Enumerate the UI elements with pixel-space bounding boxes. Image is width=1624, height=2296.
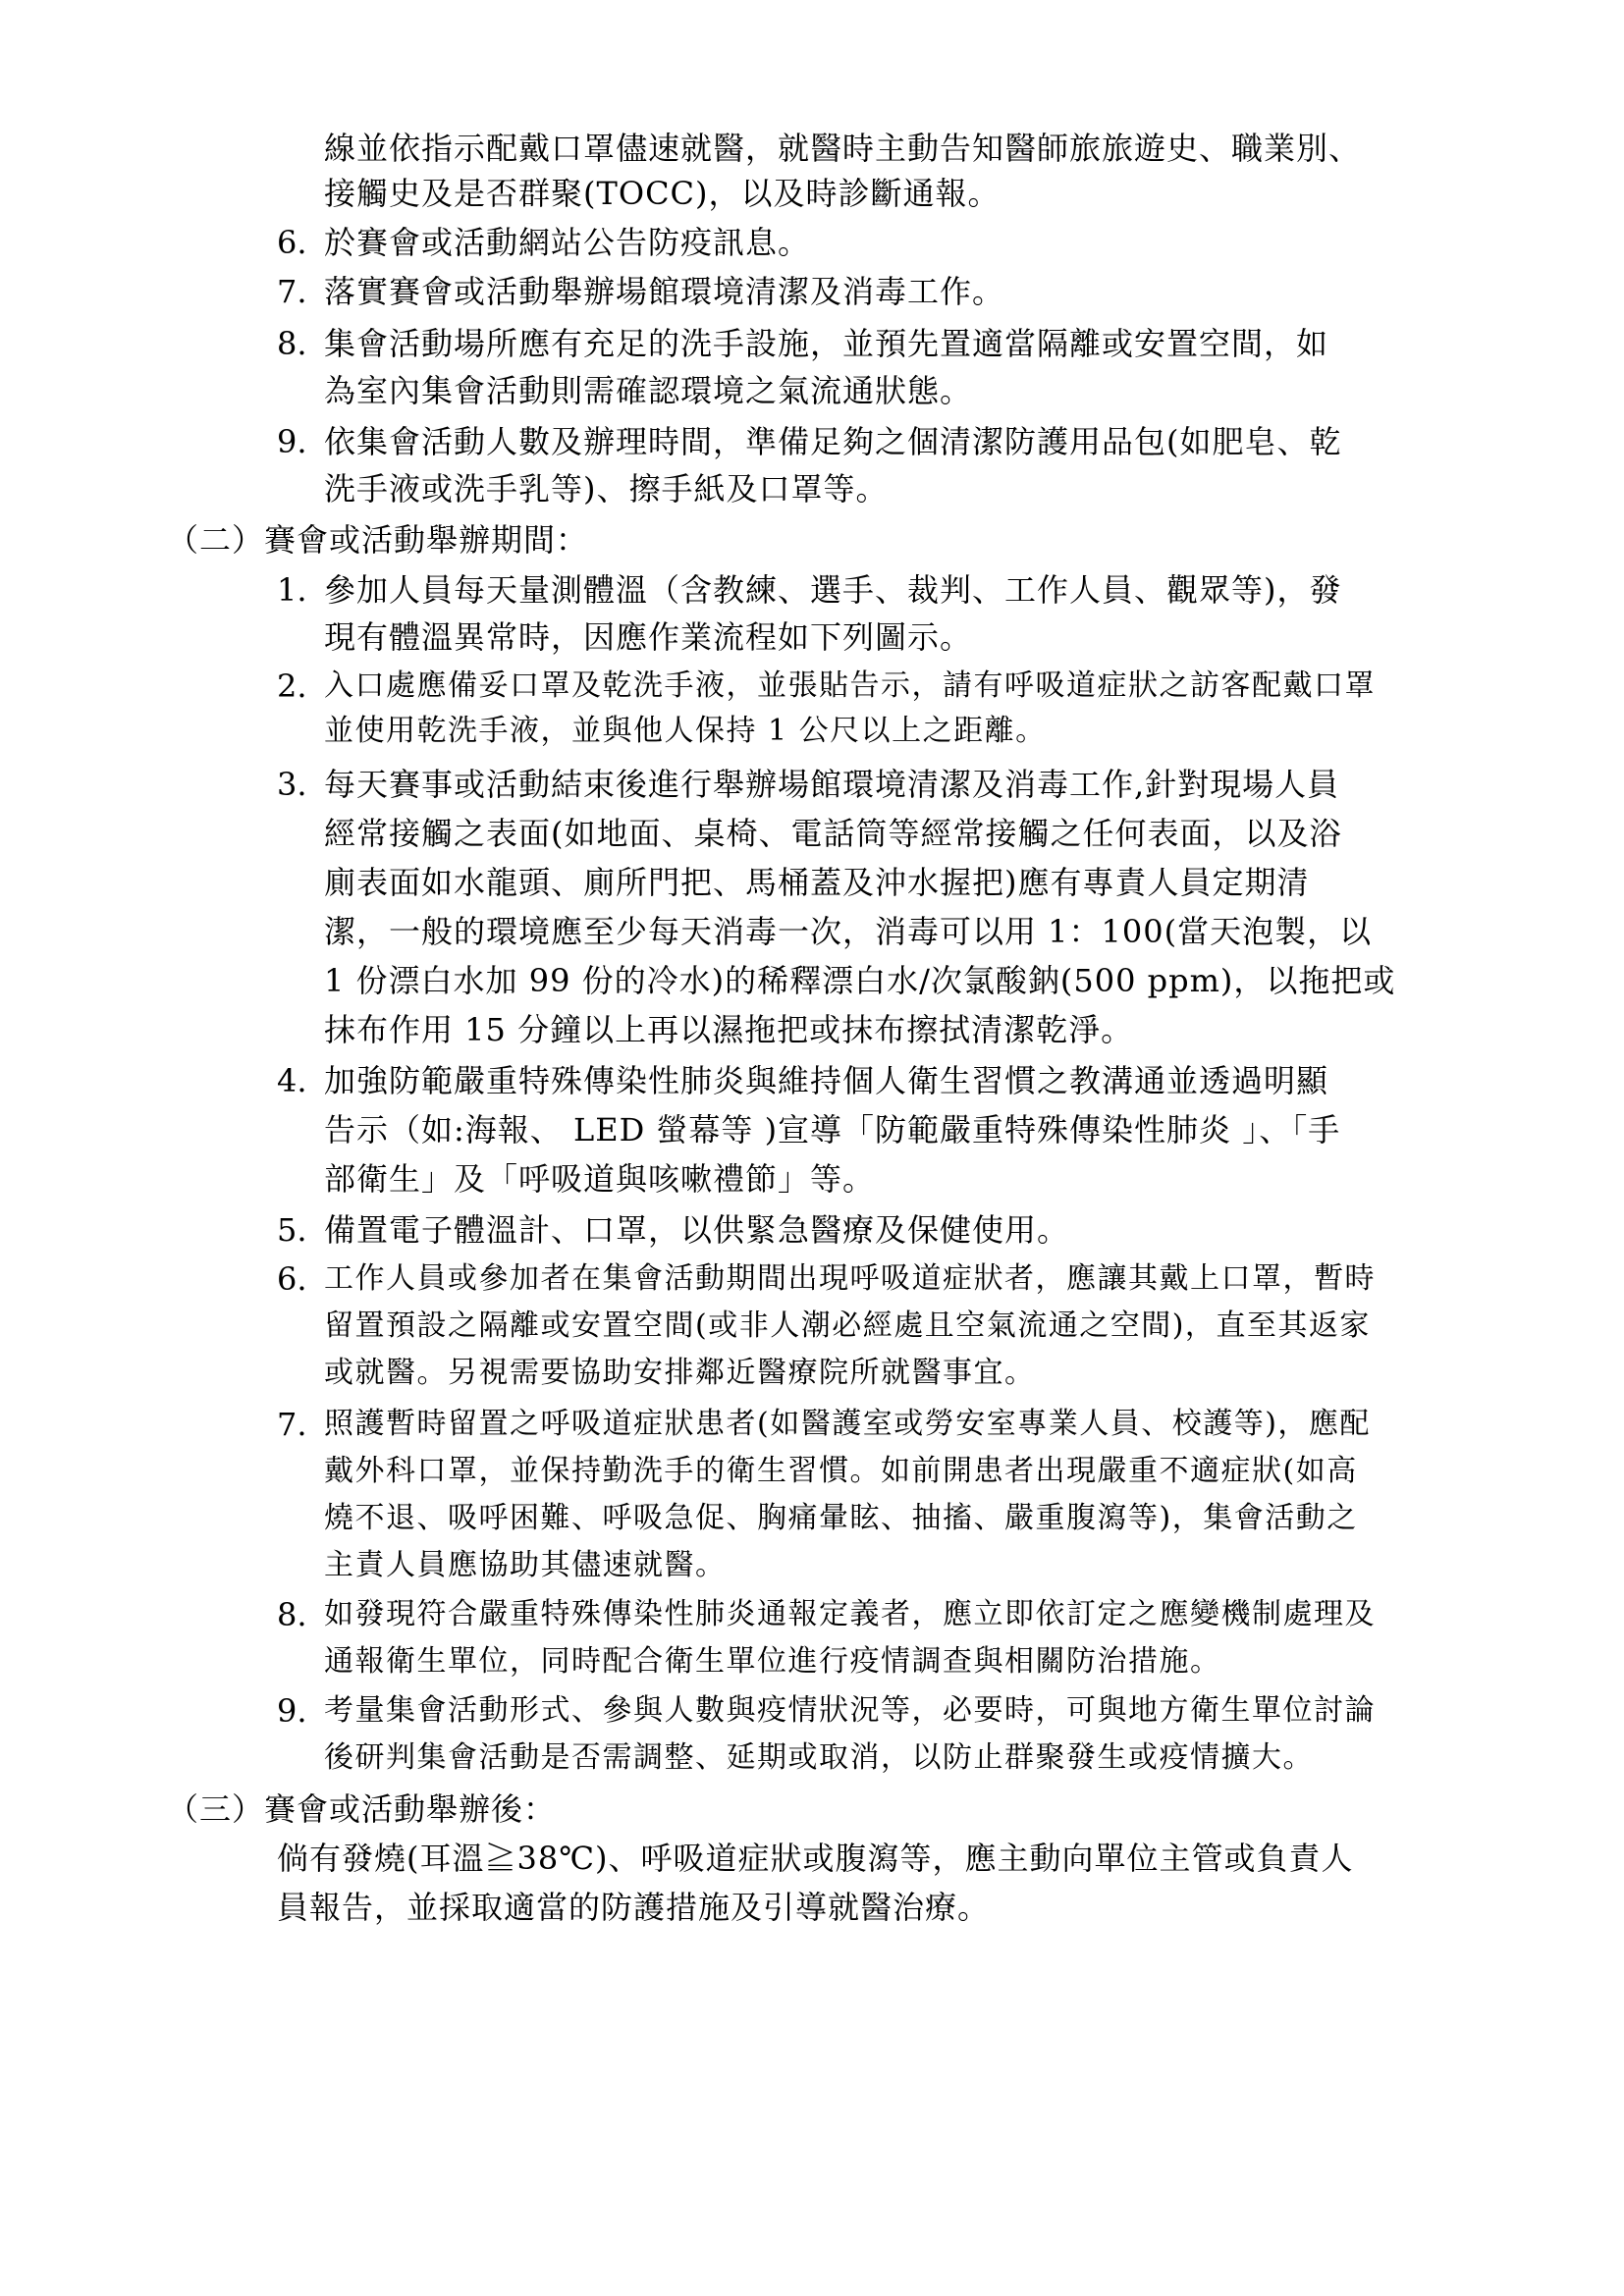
s2-item-2-text-2: 並使用乾洗手液，並與他人保持 1 公尺以上之距離。 — [324, 714, 1047, 748]
s2-item-1-text-2: 現有體溫異常時，因應作業流程如下列圖示。 — [324, 618, 973, 656]
s2-item-5-text-1: 備置電子體溫計、口罩，以供緊急醫療及保健使用。 — [324, 1211, 1070, 1249]
s2-item-7-text-3: 燒不退、吸呼困難、呼吸急促、胸痛暈眩、抽搐、嚴重腹瀉等)，集會活動之 — [324, 1501, 1358, 1535]
s2-item-5-number: 5. — [277, 1211, 307, 1249]
s2-item-3-text-2: 經常接觸之表面(如地面、桌椅、電話筒等經常接觸之任何表面，以及浴 — [324, 815, 1342, 852]
pre-item-6-number: 6. — [277, 224, 307, 261]
pre-item-7-number: 7. — [277, 273, 307, 310]
s2-item-3-text-5: 1 份漂白水加 99 份的冷水)的稀釋漂白水/次氯酸鈉(500 ppm)，以拖把或 — [324, 962, 1396, 999]
s3-text-2: 員報告，並採取適當的防護措施及引導就醫治療。 — [277, 1889, 991, 1926]
s2-item-3-number: 3. — [277, 766, 307, 803]
s2-item-3-text-4: 潔，一般的環境應至少每天消毒一次，消毒可以用 1：100(當天泡製，以 — [324, 913, 1373, 950]
s2-item-9-text-1: 考量集會活動形式、參與人數與疫情狀況等，必要時，可與地方衛生單位討論 — [324, 1693, 1376, 1728]
s2-item-3-text-3: 廁表面如水龍頭、廁所門把、馬桶蓋及沖水握把)應有專責人員定期清 — [324, 864, 1310, 901]
continuation-line-2: 接觸史及是否群聚(TOCC)，以及時診斷通報。 — [324, 175, 1001, 212]
s2-item-6-text-2: 留置預設之隔離或安置空間(或非人潮必經處且空氣流通之空間)，直至其返家 — [324, 1308, 1371, 1343]
s2-item-3-text-1: 每天賽事或活動結束後進行舉辦場館環境清潔及消毒工作,針對現場人員 — [324, 766, 1340, 803]
s2-item-7-text-2: 戴外科口罩，並保持勤洗手的衛生習慣。如前開患者出現嚴重不適症狀(如高 — [324, 1454, 1358, 1488]
s2-item-8-text-1: 如發現符合嚴重特殊傳染性肺炎通報定義者，應立即依訂定之應變機制處理及 — [324, 1597, 1376, 1631]
s2-item-7-text-4: 主責人員應協助其儘速就醫。 — [324, 1548, 727, 1582]
pre-item-9-text-1: 依集會活動人數及辦理時間，準備足夠之個清潔防護用品包(如肥皂、乾 — [324, 423, 1342, 460]
s2-item-8-text-2: 通報衛生單位，同時配合衛生單位進行疫情調查與相關防治措施。 — [324, 1644, 1221, 1679]
pre-item-6-text: 於賽會或活動網站公告防疫訊息。 — [324, 224, 811, 261]
s2-item-4-number: 4. — [277, 1062, 307, 1099]
s2-item-7-number: 7. — [277, 1406, 307, 1443]
s2-item-3-text-6: 抹布作用 15 分鐘以上再以濕拖把或抹布擦拭清潔乾淨。 — [324, 1011, 1134, 1048]
section-3-heading: （三）賽會或活動舉辦後： — [167, 1790, 557, 1828]
s2-item-1-number: 1. — [277, 571, 307, 609]
pre-item-9-number: 9. — [277, 423, 307, 460]
s2-item-6-text-1: 工作人員或參加者在集會活動期間出現呼吸道症狀者，應讓其戴上口罩，暫時 — [324, 1261, 1376, 1296]
pre-item-8-text-2: 為室內集會活動則需確認環境之氣流通狀態。 — [324, 372, 973, 409]
s2-item-6-number: 6. — [277, 1260, 307, 1298]
s3-text-1: 倘有發燒(耳溫≧38℃)、呼吸道症狀或腹瀉等，應主動向單位主管或負責人 — [277, 1840, 1354, 1877]
s2-item-1-text-1: 參加人員每天量測體溫（含教練、選手、裁判、工作人員、觀眾等)，發 — [324, 571, 1342, 609]
s2-item-2-number: 2. — [277, 667, 307, 705]
s2-item-6-text-3: 或就醫。另視需要協助安排鄰近醫療院所就醫事宜。 — [324, 1356, 1036, 1390]
s2-item-2-text-1: 入口處應備妥口罩及乾洗手液，並張貼告示，請有呼吸道症狀之訪客配戴口罩 — [324, 668, 1376, 703]
continuation-line-1: 線並依指示配戴口罩儘速就醫，就醫時主動告知醫師旅旅遊史、職業別、 — [324, 130, 1362, 167]
pre-item-8-text-1: 集會活動場所應有充足的洗手設施，並預先置適當隔離或安置空間，如 — [324, 325, 1329, 362]
section-2-heading: （二）賽會或活動舉辦期間： — [167, 521, 589, 559]
s2-item-7-text-1: 照護暫時留置之呼吸道症狀患者(如醫護室或勞安室專業人員、校護等)，應配 — [324, 1407, 1371, 1441]
s2-item-4-text-2: 告示（如:海報、 LED 螢幕等 )宣導「防範嚴重特殊傳染性肺炎 」、「手 — [324, 1111, 1341, 1148]
s2-item-9-text-2: 後研判集會活動是否需調整、延期或取消，以防止群聚發生或疫情擴大。 — [324, 1740, 1314, 1775]
s2-item-9-number: 9. — [277, 1692, 307, 1730]
pre-item-9-text-2: 洗手液或洗手乳等)、擦手紙及口罩等。 — [324, 470, 889, 507]
s2-item-4-text-3: 部衛生」及「呼吸道與咳嗽禮節」等。 — [324, 1160, 876, 1198]
pre-item-7-text: 落實賽會或活動舉辦場館環境清潔及消毒工作。 — [324, 273, 1005, 310]
pre-item-8-number: 8. — [277, 325, 307, 362]
s2-item-4-text-1: 加強防範嚴重特殊傳染性肺炎與維持個人衛生習慣之教溝通並透過明顯 — [324, 1062, 1329, 1099]
s2-item-8-number: 8. — [277, 1596, 307, 1633]
